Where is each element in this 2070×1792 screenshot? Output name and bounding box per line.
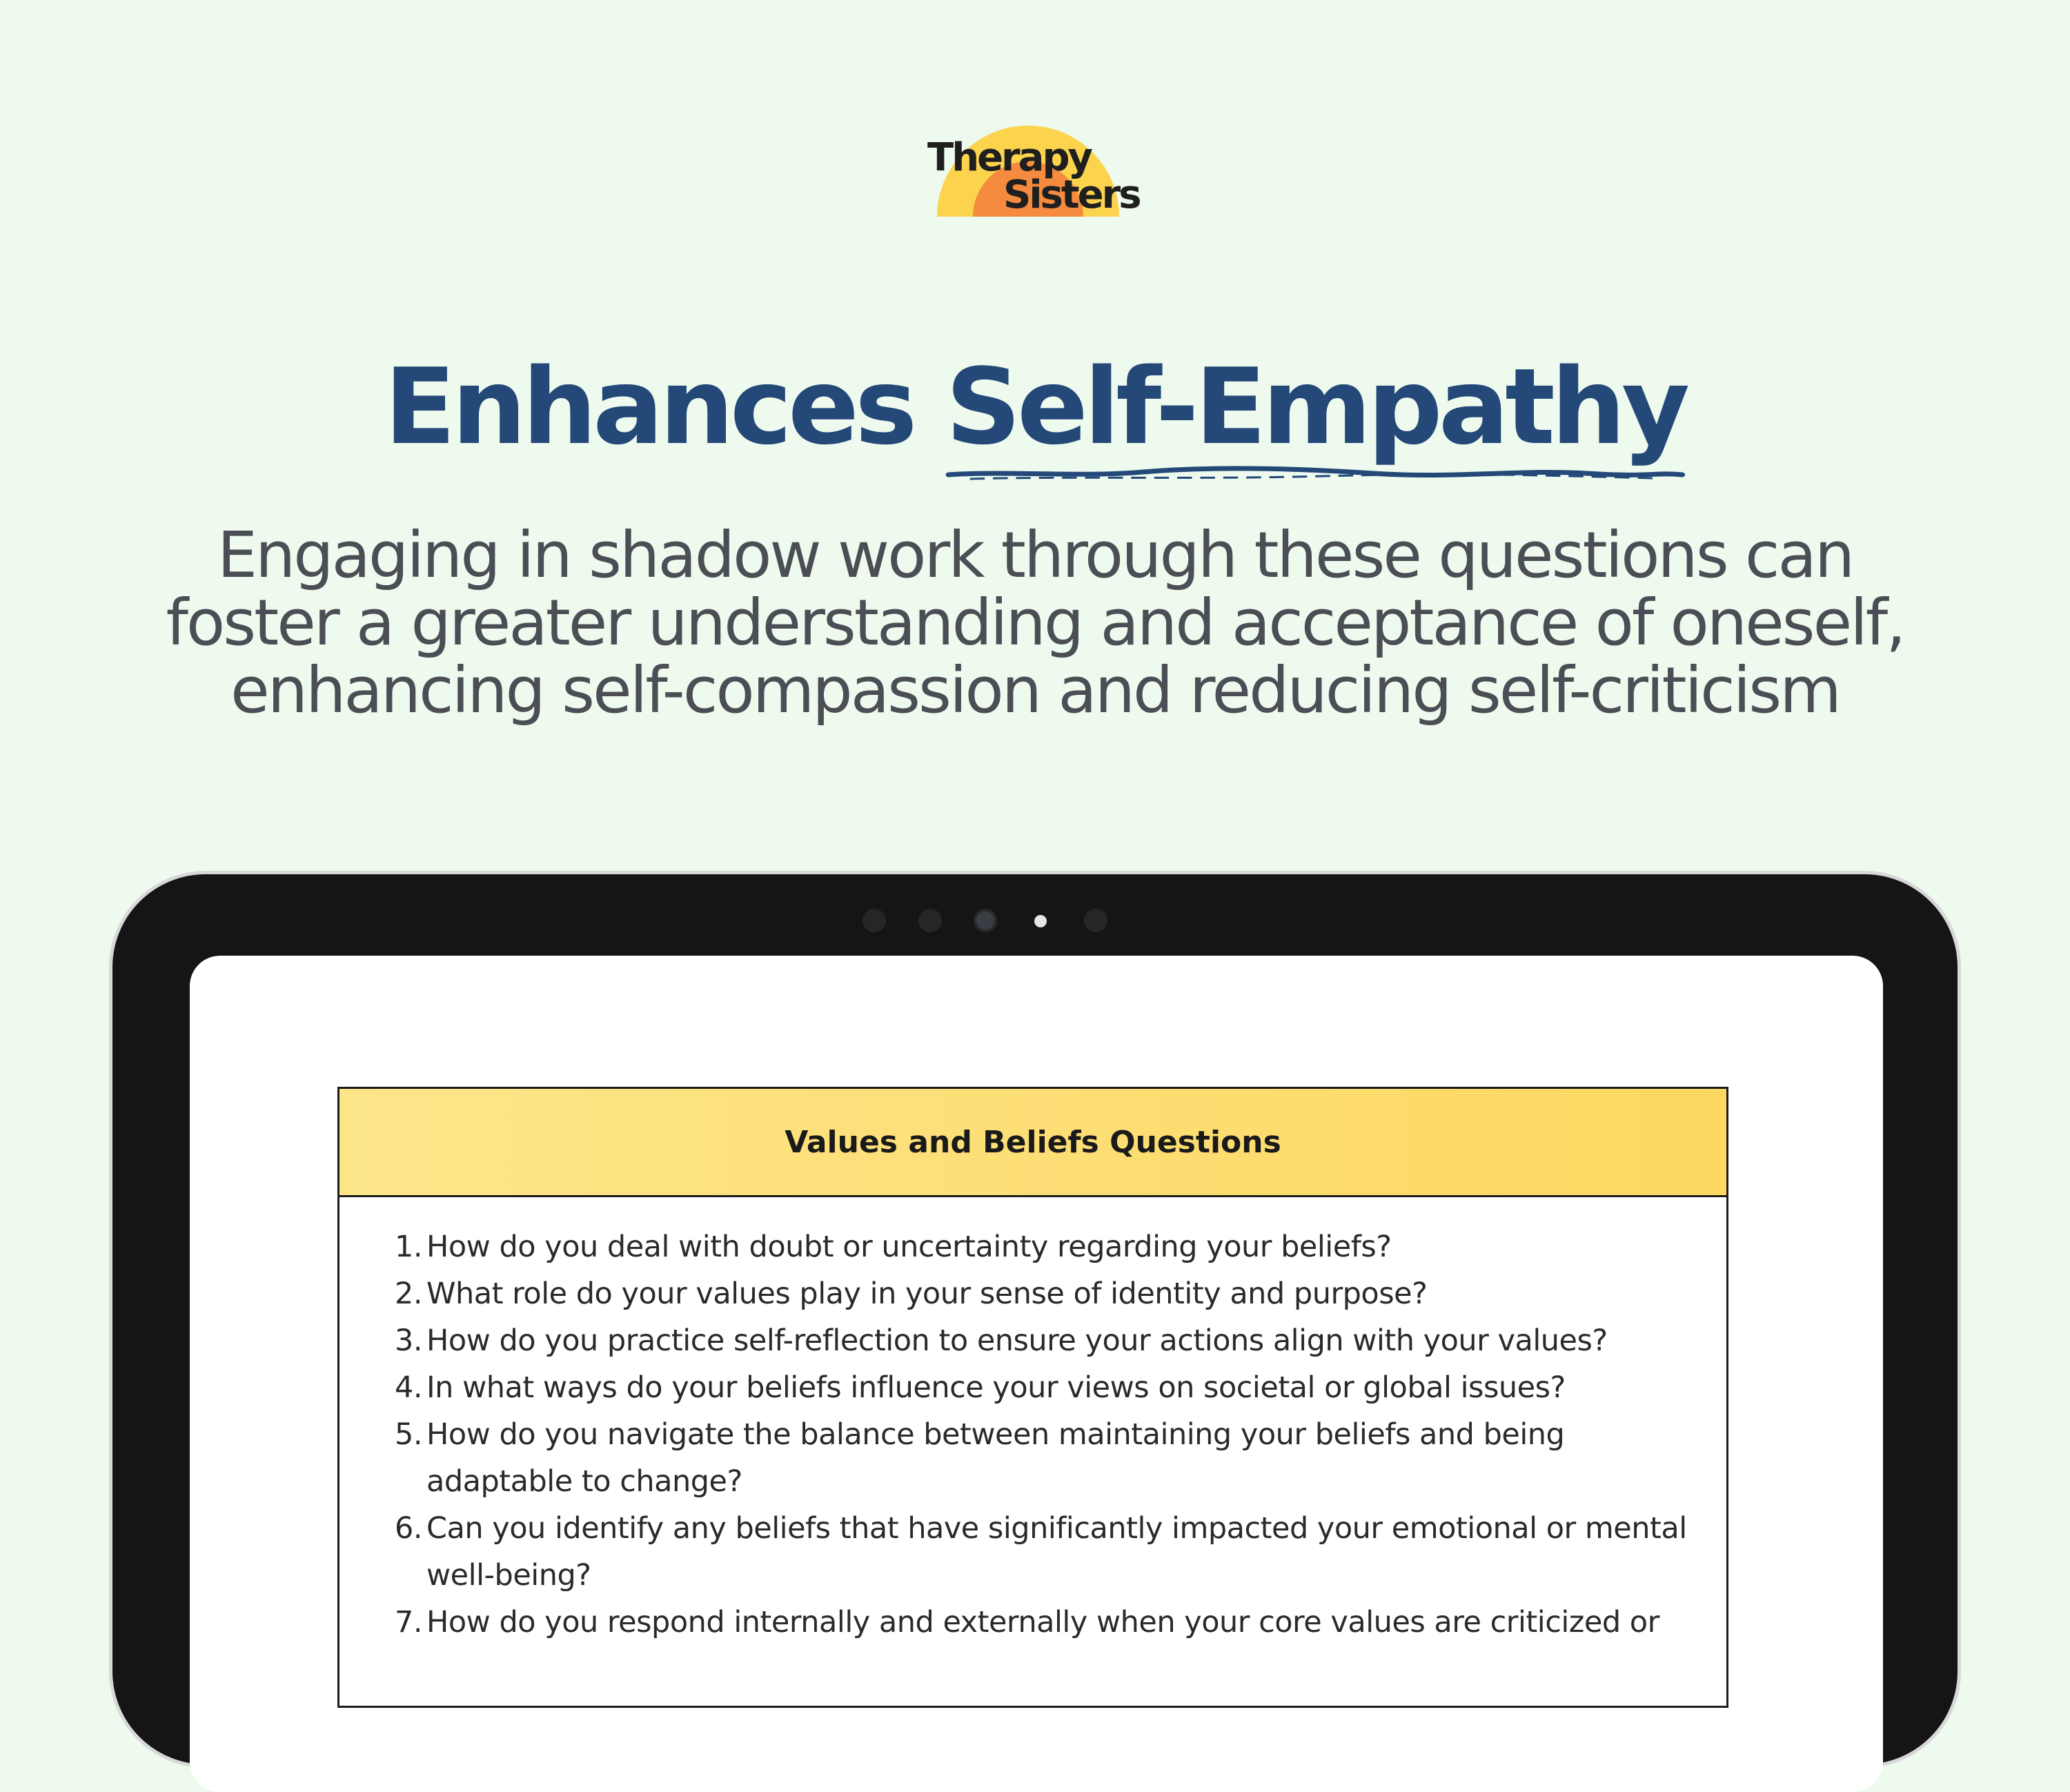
question-text: Can you identify any beliefs that have significantly impacted your emotional or mental well-being?	[426, 1511, 1687, 1593]
question-number: 5.	[395, 1417, 423, 1452]
worksheet-header	[339, 1089, 1726, 1197]
question-text: How do you practice self-reflection to ensure your actions align with your values?	[426, 1323, 1608, 1358]
list-item	[395, 1270, 1726, 1317]
worksheet-title: Values and Beliefs Questions	[785, 1124, 1281, 1160]
question-list	[339, 1197, 1726, 1646]
camera-indicator-icon	[1034, 915, 1047, 927]
brand-name	[927, 135, 1140, 217]
question-number: 3.	[395, 1323, 423, 1358]
camera-sensor-icon	[1084, 909, 1107, 932]
question-number: 2.	[395, 1277, 423, 1311]
worksheet	[337, 1087, 1728, 1708]
camera-sensor-icon	[862, 909, 886, 932]
question-number: 1.	[395, 1230, 423, 1264]
title-emphasis	[945, 345, 1686, 469]
question-text: In what ways do your beliefs influence your views on societal or global issues?	[426, 1370, 1566, 1405]
list-item	[395, 1317, 1726, 1364]
brand-line-1: Therapy	[927, 135, 1092, 180]
question-number: 6.	[395, 1511, 423, 1546]
title-prefix: Enhances	[384, 346, 914, 468]
question-number: 4.	[395, 1370, 423, 1405]
question-text: How do you respond internally and externally when your core values are criticized or	[426, 1605, 1659, 1640]
question-text: What role do your values play in your sense of identity and purpose?	[426, 1277, 1428, 1311]
list-item	[395, 1223, 1726, 1270]
tablet-screen	[190, 956, 1883, 1792]
title-emphasis-text: Self-Empathy	[945, 346, 1686, 468]
subtitle: Engaging in shadow work through these questions can foster a greater understanding and acceptance of oneself, enhancing self-compassion and reducing self-criticism	[166, 518, 1904, 727]
list-item	[395, 1505, 1726, 1599]
list-item	[395, 1411, 1726, 1505]
brand-line-2: Sisters	[1003, 173, 1140, 217]
scribble-underline-icon	[945, 461, 1686, 482]
page-title	[0, 345, 2070, 469]
question-text: How do you deal with doubt or uncertainty regarding your beliefs?	[426, 1230, 1392, 1264]
list-item	[395, 1599, 1726, 1646]
question-number: 7.	[395, 1605, 423, 1640]
tablet-mockup	[109, 871, 1961, 1768]
camera-sensor-icon	[918, 909, 942, 932]
brand-logo	[925, 116, 1140, 219]
question-text: How do you navigate the balance between maintaining your beliefs and being adaptable to change?	[426, 1417, 1565, 1499]
list-item	[395, 1364, 1726, 1411]
camera-lens-icon	[974, 909, 997, 932]
